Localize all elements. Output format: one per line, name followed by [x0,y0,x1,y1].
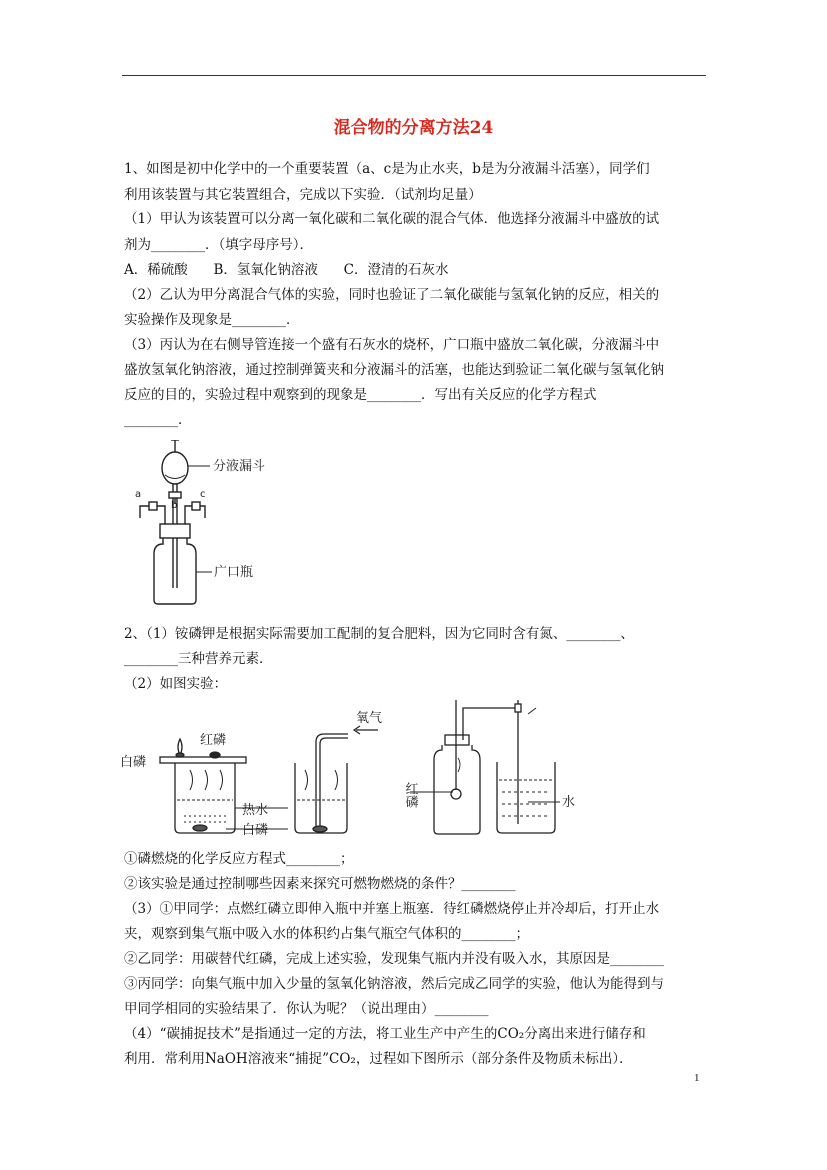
label-hot-water: 热水 [242,803,269,818]
text-line: 夹，观察到集气瓶中吸入水的体积约占集气瓶空气体积的________； [124,926,529,942]
text-line: （3）丙认为在右侧导管连接一个盛有石灰水的烧杯，广口瓶中盛放二氧化碳，分液漏斗中 [124,337,660,353]
text-line: （1）甲认为该装置可以分离一氧化碳和二氧化碳的混合气体．他选择分液漏斗中盛放的试 [124,211,660,227]
text-line: 剂为________．（填字母序号）． [124,237,313,253]
label-oxygen: 氧气 [356,711,383,726]
text-line: 甲同学相同的实验结果了．你认为呢？（说出理由）________ [124,1001,489,1017]
bottle-label: 广口瓶 [214,565,254,580]
label-red-p-bottle: 红磷 [402,782,418,808]
text-line: 反应的目的，实验过程中观察到的现象是________．写出有关反应的化学方程式 [124,387,597,403]
page-number: 1 [694,1072,700,1084]
label-a: a [135,489,142,500]
apparatus-figure-1 [120,440,300,610]
header-rule [122,75,706,76]
text-line: （2）如图实验： [124,676,228,692]
label-water: 水 [562,795,576,810]
page-title: 混合物的分离方法24 [333,118,494,138]
text-line: 实验操作及现象是________． [124,312,300,328]
text-line: 利用该装置与其它装置组合，完成以下实验．（试剂均足量） [124,187,482,203]
text-line: ②该实验是通过控制哪些因素来探究可燃物燃烧的条件？________ [124,876,516,892]
label-c: c [200,489,206,500]
label-red-p: 红磷 [200,733,227,748]
text-line: 1、如图是初中化学中的一个重要装置（a、c是为止水夹，b是为分液漏斗活塞），同学们 [124,161,650,177]
text-line: （3）①甲同学：点燃红磷立即伸入瓶中并塞上瓶塞．待红磷燃烧停止并冷却后，打开止水 [124,901,660,917]
label-white-p-left: 白磷 [120,755,147,770]
label-b: b [171,500,178,511]
text-line: （2）乙认为甲分离混合气体的实验，同时也验证了二氧化碳能与氢氧化钠的反应，相关的 [124,287,660,303]
combustion-figure [120,700,640,840]
text-line: ________． [124,412,192,428]
text-line: （4）“碳捕捉技术”是指通过一定的方法，将工业生产中产生的CO₂分离出来进行储存和 [124,1026,646,1042]
text-line: ②乙同学：用碳替代红磷，完成上述实验，发现集气瓶内并没有吸入水，其原因是________ [124,951,664,967]
funnel-label: 分液漏斗 [213,459,266,474]
text-line: ①磷燃烧的化学反应方程式________； [124,851,354,867]
text-line: 2、（1）铵磷钾是根据实际需要加工配制的复合肥料，因为它同时含有氮、________、 [124,626,634,642]
text-line: 利用．常利用NaOH溶液来“捕捉”CO₂，过程如下图所示（部分条件及物质未标出）． [124,1051,633,1067]
answer-options: A．稀硫酸 B．氢氧化钠溶液 C．澄清的石灰水 [124,262,449,278]
text-line: ________三种营养元素． [124,651,273,667]
text-line: 盛放氢氧化钠溶液，通过控制弹簧夹和分液漏斗的活塞，也能达到验证二氧化碳与氢氧化钠 [124,362,664,378]
label-white-p-bottom: 白磷 [242,823,269,838]
text-line: ③丙同学：向集气瓶中加入少量的氢氧化钠溶液，然后完成乙同学的实验，他认为能得到与 [124,976,664,992]
